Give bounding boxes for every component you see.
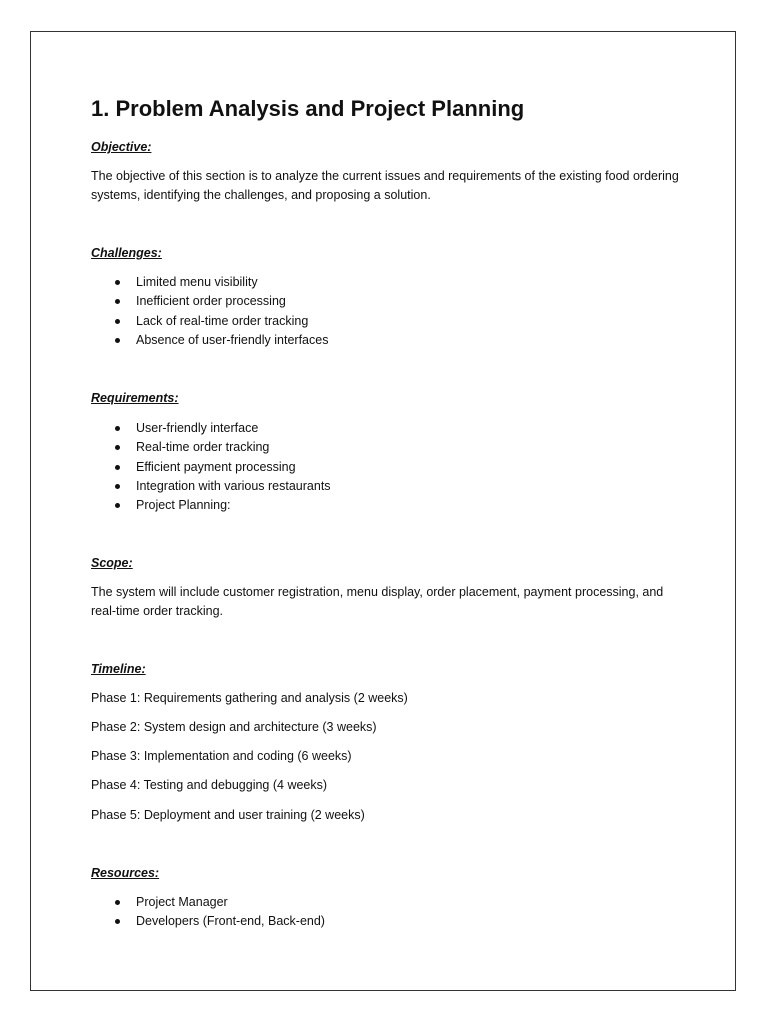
challenges-heading: Challenges: — [91, 246, 162, 260]
bullet-icon — [115, 465, 120, 470]
list-item-label: Real-time order tracking — [136, 440, 270, 455]
list-item-label: User-friendly interface — [136, 421, 259, 435]
list-item — [91, 292, 328, 311]
list-item — [91, 893, 325, 912]
bullet-icon — [115, 919, 120, 924]
list-item-label: Inefficient order processing — [136, 294, 286, 309]
list-item-label: Absence of user-friendly interfaces — [136, 332, 329, 347]
scope-heading: Scope: — [91, 556, 133, 570]
scope-text: The system will include customer registration, menu display, order placement, payment processing, and real-time order tracking. — [91, 585, 664, 618]
list-item — [91, 273, 328, 292]
list-item-label: Project Manager — [136, 895, 228, 909]
bullet-icon — [115, 280, 120, 285]
list-item — [91, 496, 331, 515]
bullet-icon — [115, 299, 120, 304]
timeline-phase: Phase 4: Testing and debugging (4 weeks) — [91, 778, 328, 792]
list-item — [91, 477, 331, 496]
list-item — [91, 312, 328, 331]
list-item-label: Lack of real-time order tracking — [136, 313, 309, 328]
requirements-heading: Requirements: — [91, 391, 179, 405]
list-item-label: Limited menu visibility — [136, 275, 258, 289]
bullet-icon — [115, 503, 120, 508]
bullet-icon — [115, 319, 120, 324]
timeline-heading: Timeline: — [91, 662, 146, 676]
list-item — [91, 912, 325, 931]
objective-heading: Objective: — [91, 140, 152, 154]
bullet-icon — [115, 426, 120, 431]
timeline-phase: Phase 3: Implementation and coding (6 weeks) — [91, 749, 352, 763]
objective-text: The objective of this section is to analyze the current issues and requirements of the existing food ordering systems, identifying the challenges, and proposing a solution. — [91, 169, 679, 202]
timeline-phase: Phase 5: Deployment and user training (2 weeks) — [91, 808, 365, 822]
list-item — [91, 438, 331, 457]
list-item — [91, 419, 331, 438]
document-page — [30, 31, 736, 991]
bullet-icon — [115, 484, 120, 489]
requirements-list — [91, 419, 331, 515]
list-item-label: Efficient payment processing — [136, 459, 296, 474]
timeline-phase: Phase 2: System design and architecture (3 weeks) — [91, 720, 377, 734]
list-item-label: Developers (Front-end, Back-end) — [136, 914, 325, 929]
challenges-list — [91, 273, 328, 350]
page-title: 1. Problem Analysis and Project Planning — [91, 96, 525, 121]
list-item-label: Project Planning: — [136, 498, 231, 513]
resources-heading: Resources: — [91, 866, 160, 880]
resources-list — [91, 893, 325, 932]
list-item-label: Integration with various restaurants — [136, 478, 331, 493]
bullet-icon — [115, 338, 120, 343]
timeline-phase: Phase 1: Requirements gathering and analysis (2 weeks) — [91, 691, 408, 705]
list-item — [91, 458, 331, 477]
bullet-icon — [115, 900, 120, 905]
list-item — [91, 331, 328, 350]
bullet-icon — [115, 445, 120, 450]
